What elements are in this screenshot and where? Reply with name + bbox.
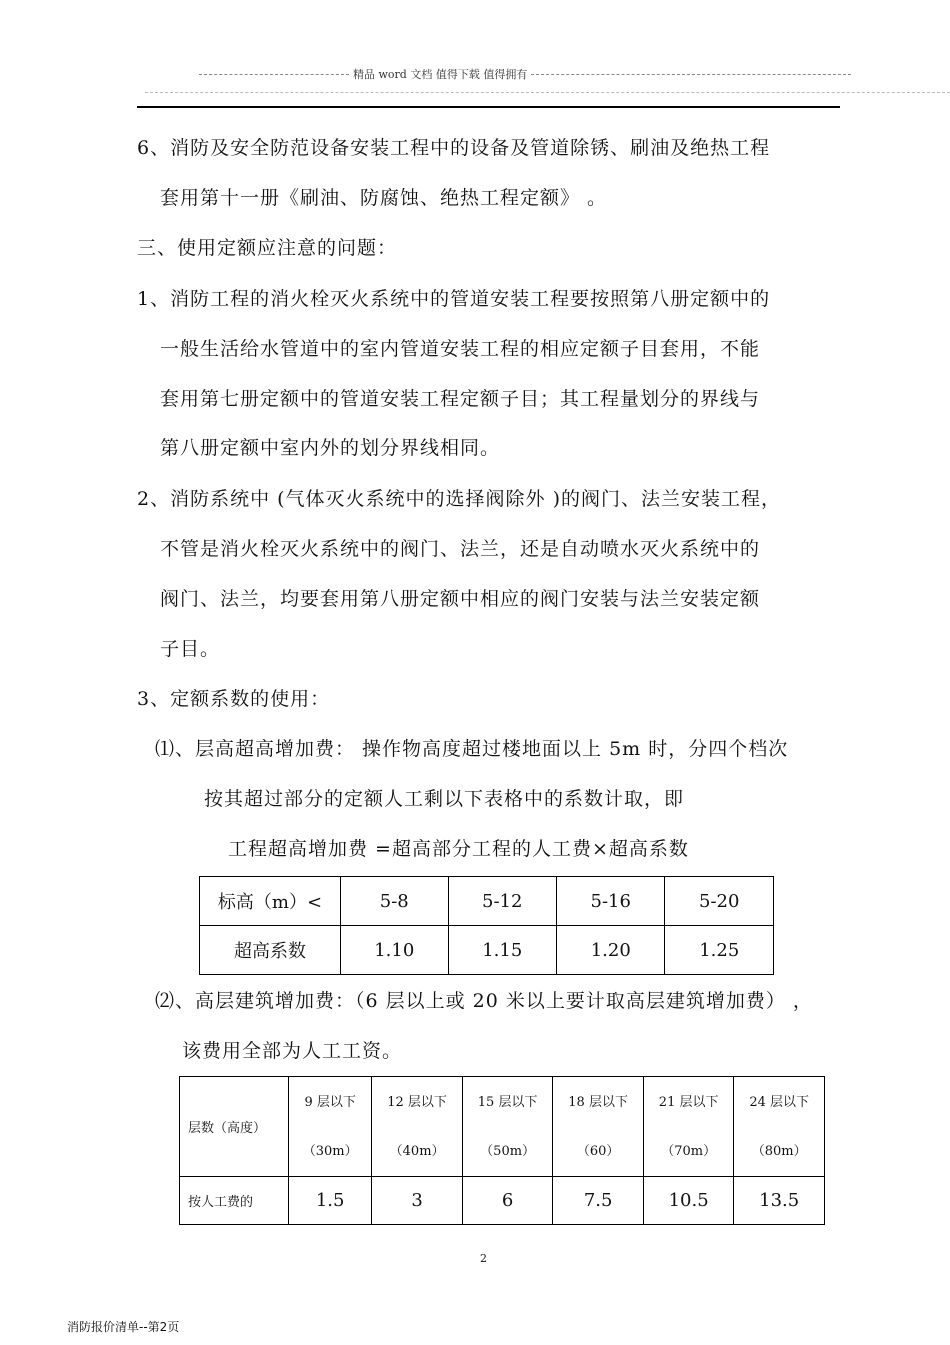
table-row xyxy=(180,1177,825,1225)
table-cell: 7.5 xyxy=(553,1177,644,1225)
table-header-cell: 18 层以下 （60） xyxy=(553,1077,644,1177)
header-dash-right xyxy=(531,74,851,75)
table-cell: 1.25 xyxy=(665,926,774,975)
table-cell: 13.5 xyxy=(734,1177,825,1225)
table-cell: 6 xyxy=(462,1177,553,1225)
table-header-cell: 24 层以下 （80m） xyxy=(734,1077,825,1177)
table-header-cell: 5-20 xyxy=(665,877,774,926)
table-cell: 10.5 xyxy=(643,1177,734,1225)
para-line: 套用第十一册《刷油、防腐蚀、绝热工程定额》 。 xyxy=(160,187,608,209)
para-line: 1、消防工程的消火栓灭火系统中的管道安装工程要按照第八册定额中的 xyxy=(137,288,771,310)
table-header-cell: 15 层以下 （50m） xyxy=(462,1077,553,1177)
para-line: 子目。 xyxy=(160,638,221,660)
table-header-cell: 9 层以下 （30m） xyxy=(289,1077,372,1177)
table-row-label: 超高系数 xyxy=(200,926,341,975)
para-line: 不管是消火栓灭火系统中的阀门、法兰，还是自动喷水灭火系统中的 xyxy=(160,538,761,560)
table-header-cell: 标高（m）< xyxy=(200,877,341,926)
table-cell: 1.10 xyxy=(341,926,449,975)
table-row xyxy=(200,877,774,926)
table-cell: 1.20 xyxy=(556,926,664,975)
para-line: 按其超过部分的定额人工剩以下表格中的系数计取，即 xyxy=(204,788,685,810)
table-cell: 3 xyxy=(372,1177,463,1225)
para-line: ⑴、层高超高增加费： 操作物高度超过楼地面以上 5m 时，分四个档次 xyxy=(155,738,789,760)
header-dash-left xyxy=(199,74,349,75)
para-line: 第八册定额中室内外的划分界线相同。 xyxy=(160,437,501,459)
page-number: 2 xyxy=(480,1252,487,1265)
page-header xyxy=(195,66,855,82)
para-line: 2、消防系统中 (气体灭火系统中的选择阀除外 )的阀门、法兰安装工程， xyxy=(137,488,781,510)
para-line: 6、消防及安全防范设备安装工程中的设备及管道除锈、刷油及绝热工程 xyxy=(137,137,771,159)
para-line: 套用第七册定额中的管道安装工程定额子目；其工程量划分的界线与 xyxy=(160,388,761,410)
table-header-cell: 层数（高度） xyxy=(180,1077,289,1177)
table-header-cell: 5-12 xyxy=(448,877,556,926)
table-header-cell: 5-8 xyxy=(341,877,449,926)
para-line: 一般生活给水管道中的室内管道安装工程的相应定额子目套用，不能 xyxy=(160,338,761,360)
table-cell: 1.15 xyxy=(448,926,556,975)
para-line: 该费用全部为人工工资。 xyxy=(182,1040,403,1062)
high-rise-table xyxy=(179,1076,825,1225)
header-dotted-line xyxy=(145,92,950,93)
section-heading: 三、使用定额应注意的问题： xyxy=(137,237,398,259)
para-line: 阀门、法兰，均要套用第八册定额中相应的阀门安装与法兰安装定额 xyxy=(160,588,761,610)
table-row xyxy=(200,926,774,975)
table-row xyxy=(180,1077,825,1177)
table-header-cell: 12 层以下 （40m） xyxy=(372,1077,463,1177)
header-text: 精品 word 文档 值得下载 值得拥有 xyxy=(353,68,528,81)
table-cell: 1.5 xyxy=(289,1177,372,1225)
formula-line: 工程超高增加费 =超高部分工程的人工费×超高系数 xyxy=(228,838,689,860)
table-header-cell: 5-16 xyxy=(556,877,664,926)
footer-text: 消防报价清单--第2页 xyxy=(67,1320,180,1334)
header-rule xyxy=(137,106,840,108)
table-row-label: 按人工费的 xyxy=(180,1177,289,1225)
para-line: ⑵、高层建筑增加费：（6 层以上或 20 米以上要计取高层建筑增加费） ， xyxy=(155,990,813,1012)
para-line: 3、定额系数的使用： xyxy=(137,688,331,710)
table-header-cell: 21 层以下 （70m） xyxy=(643,1077,734,1177)
height-coefficient-table xyxy=(199,876,774,975)
